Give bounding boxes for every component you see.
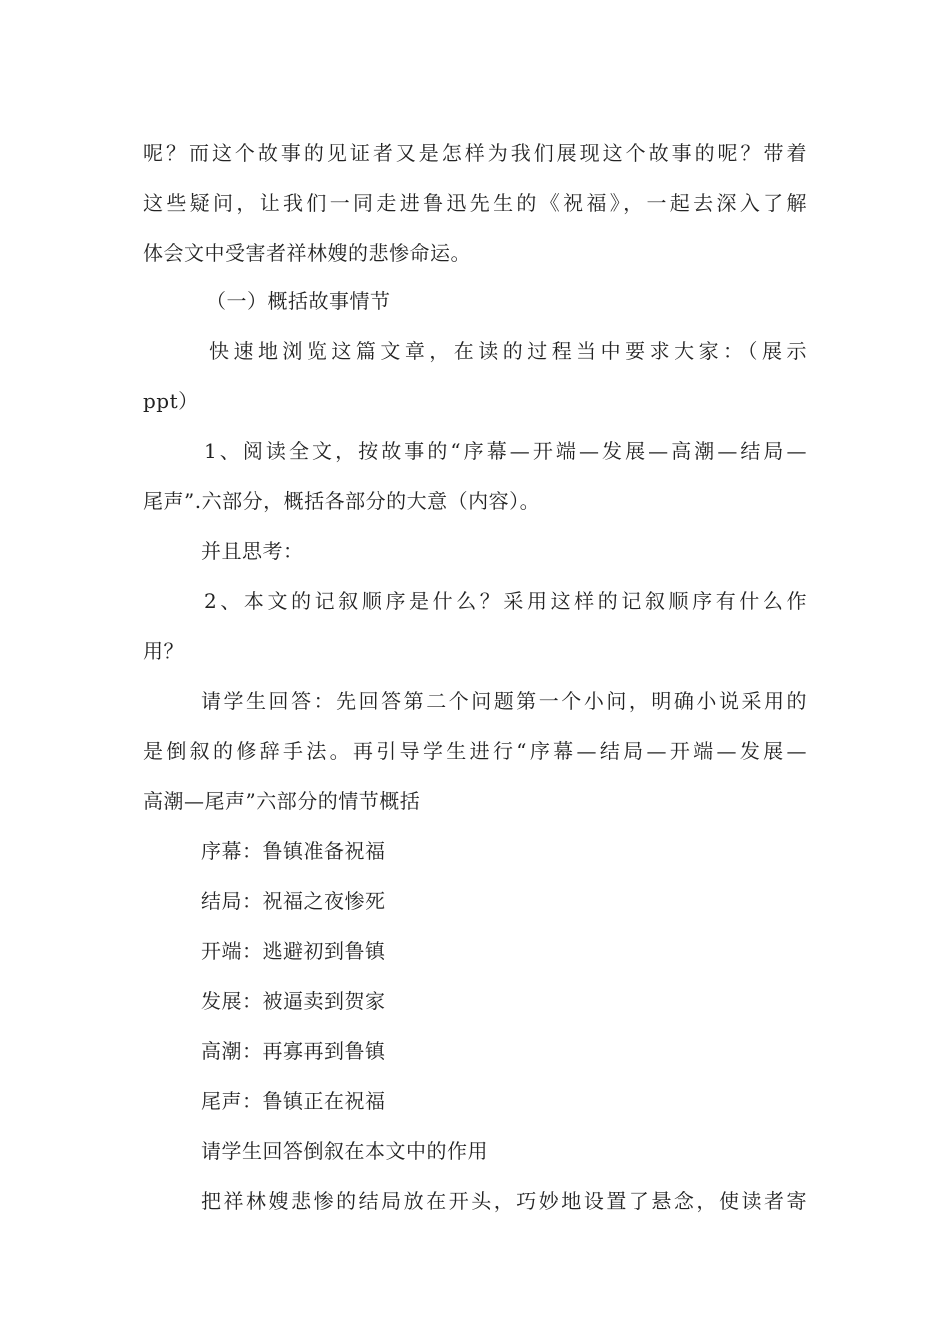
- paragraph-line: 快速地浏览这篇文章，在读的过程当中要求大家：（展示: [209, 339, 807, 363]
- plot-item: 结局：祝福之夜惨死: [201, 889, 386, 913]
- paragraph-line: 体会文中受害者祥林嫂的悲惨命运。: [143, 241, 471, 265]
- paragraph-line: 这些疑问，让我们一同走进鲁迅先生的《祝福》，一起去深入了解: [143, 191, 807, 215]
- section-heading: （一）概括故事情节: [206, 289, 391, 313]
- paragraph-line: 1、阅读全文，按故事的“序幕—开端—发展—高潮—结局—: [204, 439, 807, 463]
- plot-item: 序幕：鲁镇准备祝福: [201, 839, 386, 863]
- plot-item: 发展：被逼卖到贺家: [201, 989, 386, 1013]
- paragraph-line: 尾声”.六部分，概括各部分的大意（内容）。: [143, 489, 541, 513]
- paragraph-line: 呢？而这个故事的见证者又是怎样为我们展现这个故事的呢？带着: [143, 141, 807, 165]
- paragraph-line: 用？: [143, 639, 184, 663]
- paragraph-line: 高潮—尾声”六部分的情节概括: [143, 789, 421, 813]
- paragraph-line: 2、本文的记叙顺序是什么？采用这样的记叙顺序有什么作: [204, 589, 807, 613]
- plot-item: 高潮：再寡再到鲁镇: [201, 1039, 386, 1063]
- paragraph-line: 是倒叙的修辞手法。再引导学生进行“序幕—结局—开端—发展—: [143, 739, 807, 763]
- plot-item: 尾声：鲁镇正在祝福: [201, 1089, 386, 1113]
- plot-item: 开端：逃避初到鲁镇: [201, 939, 386, 963]
- paragraph-line: ppt）: [143, 389, 199, 413]
- paragraph-line: 把祥林嫂悲惨的结局放在开头，巧妙地设置了悬念，使读者寄: [201, 1189, 807, 1213]
- paragraph-line: 请学生回答：先回答第二个问题第一个小问，明确小说采用的: [201, 689, 807, 713]
- paragraph-line: 并且思考：: [201, 539, 304, 563]
- paragraph-line: 请学生回答倒叙在本文中的作用: [201, 1139, 488, 1163]
